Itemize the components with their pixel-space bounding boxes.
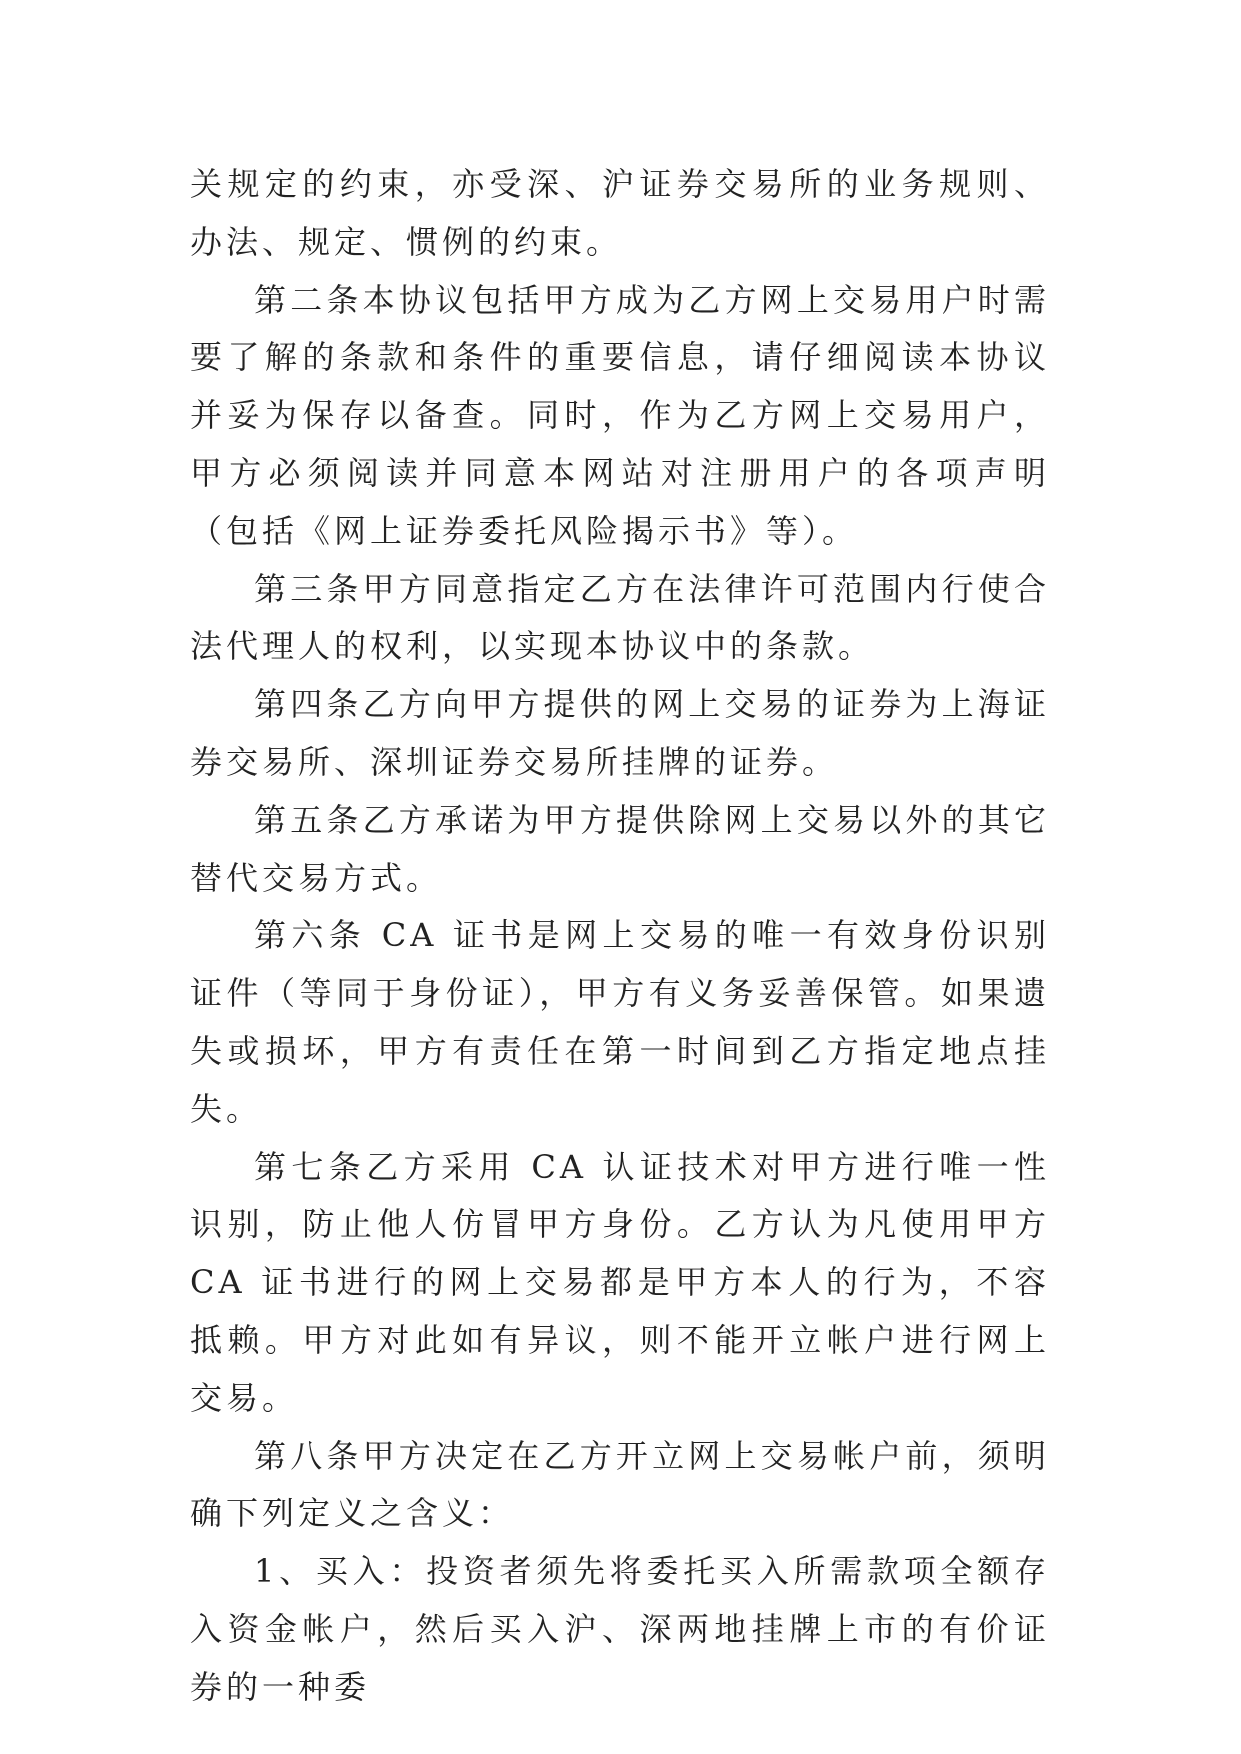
paragraph-definition-1: 1、买入：投资者须先将委托买入所需款项全额存入资金帐户，然后买入沪、深两地挂牌上市的有价证券的一种委 — [190, 1552, 1050, 1706]
paragraph-article-5: 第五条乙方承诺为甲方提供除网上交易以外的其它替代交易方式。 — [190, 800, 1050, 897]
paragraph-article-3: 第三条甲方同意指定乙方在法律许可范围内行使合法代理人的权利，以实现本协议中的条款。 — [190, 569, 1050, 666]
paragraph-article-6: 第六条 CA 证书是网上交易的唯一有效身份识别证件（等同于身份证），甲方有义务妥善保管。如果遗失或损坏，甲方有责任在第一时间到乙方指定地点挂失。 — [190, 916, 1050, 1128]
paragraph-article-7: 第七条乙方采用 CA 认证技术对甲方进行唯一性识别，防止他人仿冒甲方身份。乙方认为凡使用甲方 CA 证书进行的网上交易都是甲方本人的行为，不容抵赖。甲方对此如有异议，则不能开立帐户进行网上交易。 — [190, 1147, 1065, 1417]
document-page — [190, 156, 1065, 1717]
paragraph-article-4: 第四条乙方向甲方提供的网上交易的证券为上海证券交易所、深圳证券交易所挂牌的证券。 — [190, 685, 1050, 781]
paragraph-article-2: 第二条本协议包括甲方成为乙方网上交易用户时需要了解的条款和条件的重要信息，请仔细阅读本协议并妥为保存以备查。同时，作为乙方网上交易用户，甲方必须阅读并同意本网站对注册用户的各项声明（包括《网上证券委托风险揭示书》等）。 — [190, 280, 1050, 550]
paragraph-continuation: 关规定的约束，亦受深、沪证券交易所的业务规则、办法、规定、惯例的约束。 — [190, 165, 1050, 261]
paragraph-article-8: 第八条甲方决定在乙方开立网上交易帐户前，须明确下列定义之含义： — [190, 1436, 1050, 1533]
